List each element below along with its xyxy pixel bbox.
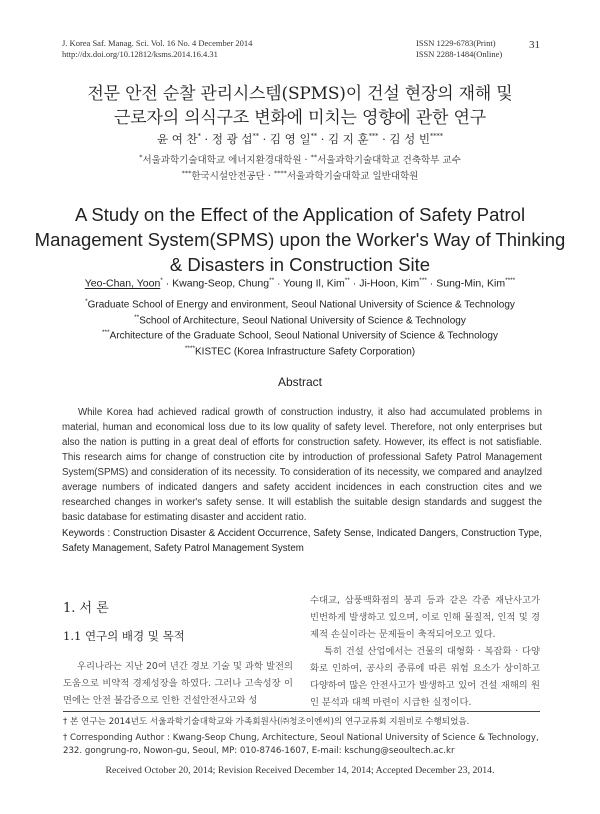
journal-citation: J. Korea Saf. Manag. Sci. Vol. 16 No. 4 December 2014 <box>62 38 253 48</box>
footnote-funding: † 본 연구는 2014년도 서울과학기술대학교와 가족회원사(㈜청조이엔씨)의 연구교류회 지원비로 수행되었음. <box>63 717 470 727</box>
issn-print: ISSN 1229-6783(Print) <box>416 38 496 48</box>
author: Ji-Hoon, Kim <box>359 277 420 290</box>
english-title-line1: A Study on the Effect of the Application of Safety Patrol <box>74 204 526 225</box>
english-affiliation-2: **School of Architecture, Seoul National University of Science & Technology <box>134 314 466 327</box>
english-title-line2: Management System(SPMS) upon the Worker's Way of Thinking <box>34 229 566 250</box>
right-column-paragraph-1: 수대교, 삼풍백화점의 붕괴 등과 같은 각종 재난사고가 빈번하게 발생하고 있으며, 이로 인해 물질적, 인적 및 경제적 손실이라는 문제들이 축적되어오고 있다. <box>310 595 540 640</box>
left-column-paragraph: 우리나라는 지난 20여 년간 경보 기술 및 과학 발전의 도움으로 비약적 경제성장을 하였다. 그러나 고속성장 이면에는 안전 불감증으로 인한 건설안전사고와 성 <box>63 661 293 706</box>
author: 김 성 빈 <box>389 132 431 146</box>
author: 김 지 훈 <box>328 132 369 146</box>
subsection-heading: 1.1 연구의 배경 및 목적 <box>63 629 185 643</box>
page-number: 31 <box>529 39 540 51</box>
korean-affiliation-line1: *서울과학기술대학교 에너지환경대학원 · **서울과학기술대학교 건축학부 교수 <box>139 153 461 167</box>
right-column-paragraph-2: 특히 건설 산업에서는 건물의 대형화 · 복잡화 · 다양화로 인하여, 공사의 종류에 따른 위험 요소가 상이하고 다양하여 많은 안전사고가 발생하고 있어 건설 재해의 원인 분석과 대책 마련이 시급한 실정이다. <box>310 646 540 708</box>
received-dates: Received October 20, 2014; Revision Received December 14, 2014; Accepted December 23, 2014. <box>105 765 495 776</box>
author: Young Il, Kim <box>283 277 345 290</box>
english-affiliation-3: ***Architecture of the Graduate School, Seoul National University of Science & Technology <box>102 329 498 342</box>
section-heading: 1. 서 론 <box>63 601 109 616</box>
author: 김 영 일 <box>269 132 311 146</box>
korean-title-line2: 근로자의 의식구조 변화에 미치는 영향에 관한 연구 <box>114 108 486 128</box>
english-affiliation-1: *Graduate School of Energy and environment, Seoul National University of Science & Technology <box>85 298 515 311</box>
footnote-divider <box>63 711 540 712</box>
korean-title-line1: 전문 안전 순찰 관리시스템(SPMS)이 건설 현장의 재해 및 <box>87 84 513 104</box>
korean-affiliation-line2: ***한국시설안전공단 · ****서울과학기술대학교 일반대학원 <box>181 169 419 183</box>
author: 윤 여 찬 <box>156 132 198 146</box>
english-title-line3: & Disasters in Construction Site <box>169 254 431 275</box>
keywords-label: Keywords : <box>62 528 111 539</box>
author: 정 광 섭 <box>211 132 253 146</box>
footnote-corresponding-author: † Corresponding Author : Kwang-Seop Chung, Architecture, Seoul National University of Science & Technology, 232. gongrung-ro, Nowon-gu, Seoul, MP: 010-8746-1607, E-mail: kschung@seoultech.ac.kr <box>63 733 539 756</box>
author: Sung-Min, Kim <box>436 277 506 290</box>
korean-authors: 윤 여 찬* · 정 광 섭** · 김 영 일** · 김 지 훈*** · 김 성 빈**** <box>156 132 444 146</box>
abstract-heading: Abstract <box>277 375 322 389</box>
doi-link[interactable]: http://dx.doi.org/10.12812/ksms.2014.16.4.31 <box>62 49 218 59</box>
english-authors: Yeo-Chan, Yoon* · Kwang-Seop, Chung** · Young Il, Kim** · Ji-Hoon, Kim*** · Sung-Min, Kim**** <box>84 277 516 290</box>
keywords <box>62 526 542 556</box>
issn-online: ISSN 2288-1484(Online) <box>416 49 503 59</box>
author: Yeo-Chan, Yoon <box>84 277 161 290</box>
keywords-list: Construction Disaster & Accident Occurrence, Safety Sense, Indicated Dangers, Construction Type, Safety Management, Safety Patrol Management System <box>62 528 543 554</box>
english-affiliation-4: ****KISTEC (Korea Infrastructure Safety Corporation) <box>184 345 416 358</box>
abstract-body: While Korea had achieved radical growth of construction industry, it also had accumulated problems in material, human and economical loss due to its low quality of safety level. Therefore, not only enterprises but also the nation is putting in a great deal of efforts for construction safety. However, its effect is not satisfiable. This research aims for change of construction cite by introduction of professional Safety Patrol Management System(SPMS) and consideration of its necessity. To consideration of its necessity, we compared and anaylzed average numbers of indicated dangers and safety accident incidences in each construction cites and we researched changes in worker's safety sense. It will establish the suitable design standards and suggest the basic database for estimating disaster and accident ratio. <box>62 407 542 523</box>
author: Kwang-Seop, Chung <box>172 277 270 290</box>
